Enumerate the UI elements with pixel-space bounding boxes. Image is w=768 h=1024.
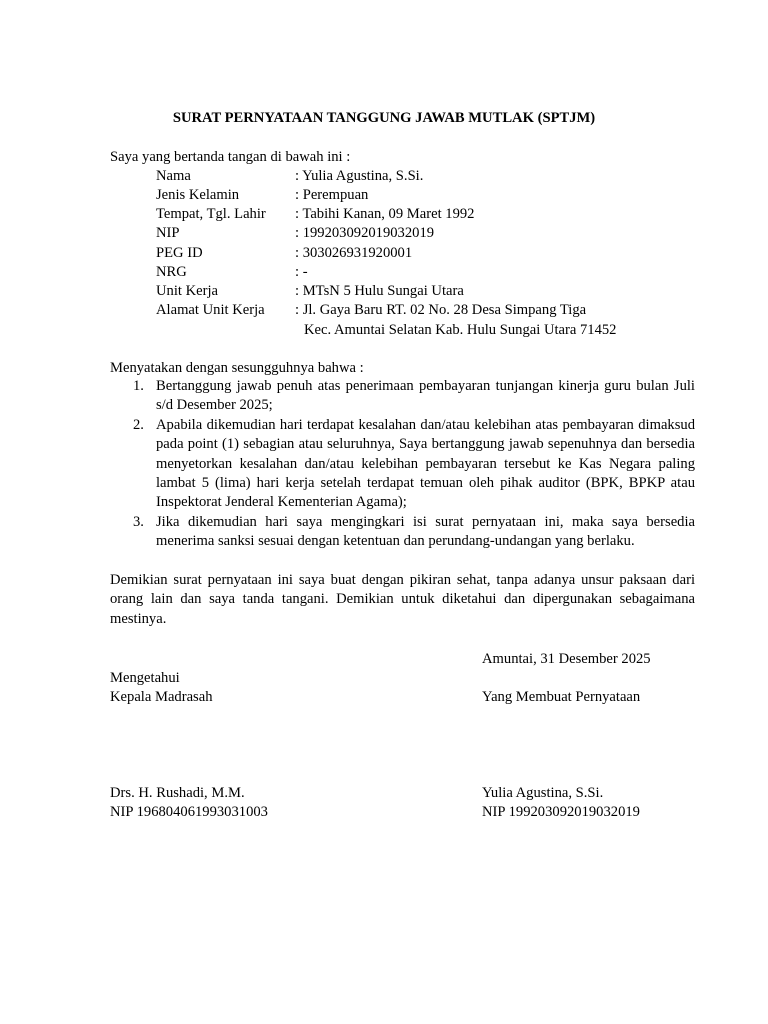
field-value-tempat-tgl-lahir: : Tabihi Kanan, 09 Maret 1992 xyxy=(295,206,475,222)
left-signatory-nip: NIP 196804061993031003 xyxy=(110,804,268,820)
statement-number: 2. xyxy=(133,416,144,433)
field-value-jenis-kelamin: : Perempuan xyxy=(295,187,369,203)
field-label-nip: NIP xyxy=(156,225,180,241)
field-label-alamat-unit-kerja: Alamat Unit Kerja xyxy=(156,302,265,318)
field-value-nip: : 199203092019032019 xyxy=(295,225,435,241)
right-signatory-nip: NIP 199203092019032019 xyxy=(482,804,640,820)
statement-list xyxy=(110,377,695,552)
right-signatory-name: Yulia Agustina, S.Si. xyxy=(482,785,604,801)
acknowledge-label: Mengetahui xyxy=(110,670,180,686)
field-label-jenis-kelamin: Jenis Kelamin xyxy=(156,187,240,203)
field-label-unit-kerja: Unit Kerja xyxy=(156,283,219,299)
statement-number: 1. xyxy=(133,378,144,394)
right-signatory-role: Yang Membuat Pernyataan xyxy=(482,689,641,705)
field-label-tempat-tgl-lahir: Tempat, Tgl. Lahir xyxy=(156,206,266,222)
left-signatory-role: Kepala Madrasah xyxy=(110,689,213,705)
field-label-peg-id: PEG ID xyxy=(156,245,203,261)
field-value-alamat-unit-kerja: : Jl. Gaya Baru RT. 02 No. 28 Desa Simpang Tiga xyxy=(295,302,587,318)
statement-text: Jika dikemudian hari saya mengingkari isi surat pernyataan ini, maka saya bersedia menerima sanksi sesuai dengan ketentuan dan perundang-undangan yang berlaku. xyxy=(156,513,695,550)
statement-text: Apabila dikemudian hari terdapat kesalahan dan/atau kelebihan atas pembayaran dimaksud pada point (1) sebagian atau seluruhnya, Saya bertanggung jawab sepenuhnya dan bersedia menyetorkan kesalahan dan/atau kelebihan pembayaran tersebut ke Kas Negara paling lambat 5 (lima) hari kerja setelah terdapat temuan oleh pihak auditor (BPK, BPKP atau Inspektorat Jenderal Kementerian Agama); xyxy=(156,416,695,511)
statement-item-2 xyxy=(110,416,695,513)
left-signatory-name: Drs. H. Rushadi, M.M. xyxy=(110,785,245,801)
field-label-nama: Nama xyxy=(156,168,191,184)
statement-lead: Menyatakan dengan sesungguhnya bahwa : xyxy=(110,360,364,376)
field-value-nama: : Yulia Agustina, S.Si. xyxy=(295,168,424,184)
statement-text: Bertanggung jawab penuh atas penerimaan pembayaran tunjangan kinerja guru bulan Juli s/d Desember 2025; xyxy=(156,378,695,414)
document-title: SURAT PERNYATAAN TANGGUNG JAWAB MUTLAK (SPTJM) xyxy=(172,110,596,126)
field-value-alamat-continuation: Kec. Amuntai Selatan Kab. Hulu Sungai Utara 71452 xyxy=(304,322,617,338)
field-value-unit-kerja: : MTsN 5 Hulu Sungai Utara xyxy=(295,283,464,299)
place-date: Amuntai, 31 Desember 2025 xyxy=(482,651,651,667)
intro-text: Saya yang bertanda tangan di bawah ini : xyxy=(110,149,351,165)
statement-number: 3. xyxy=(133,513,144,530)
field-label-nrg: NRG xyxy=(156,264,187,280)
field-value-nrg: : - xyxy=(295,264,308,280)
statement-item-3 xyxy=(110,513,695,552)
field-value-peg-id: : 303026931920001 xyxy=(295,245,413,261)
closing-paragraph: Demikian surat pernyataan ini saya buat dengan pikiran sehat, tanpa adanya unsur paksaan dari orang lain dan saya tanda tangani. Demikian untuk diketahui dan dipergunakan sebagaimana mestinya. xyxy=(110,572,695,627)
statement-item-1 xyxy=(110,377,695,416)
